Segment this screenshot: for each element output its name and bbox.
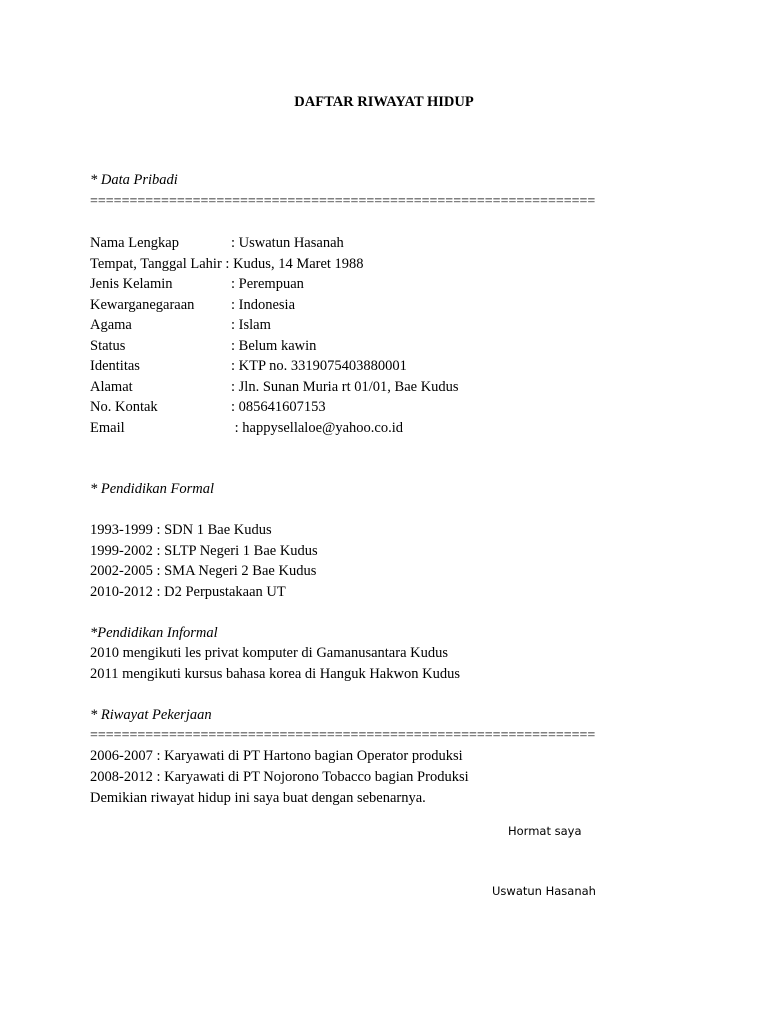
section-heading-data-pribadi: * Data Pribadi <box>90 172 178 188</box>
list-item: 2002-2005 : SMA Negeri 2 Bae Kudus <box>90 563 317 579</box>
divider-rule: ================================================================ <box>90 194 596 209</box>
field-label: Kewarganegaraan <box>90 297 195 313</box>
signature-greeting: Hormat saya <box>508 824 582 838</box>
field-value: : Belum kawin <box>231 338 317 354</box>
list-item: 1999-2002 : SLTP Negeri 1 Bae Kudus <box>90 543 318 559</box>
field-label: Alamat <box>90 379 133 395</box>
field-row <box>90 357 407 375</box>
field-value: : Islam <box>231 317 271 333</box>
section-heading-pendidikan-informal: *Pendidikan Informal <box>90 625 218 641</box>
list-item: 2010-2012 : D2 Perpustakaan UT <box>90 584 286 600</box>
field-value: : 085641607153 <box>231 399 326 415</box>
field-label: Nama Lengkap <box>90 235 179 251</box>
field-row <box>90 378 459 396</box>
field-value: : Perempuan <box>231 276 304 292</box>
field-value: : KTP no. 3319075403880001 <box>231 358 407 374</box>
field-label: Email <box>90 420 125 436</box>
field-value: : Jln. Sunan Muria rt 01/01, Bae Kudus <box>231 379 459 395</box>
field-row <box>90 255 364 273</box>
field-row <box>90 398 326 416</box>
list-item: 2006-2007 : Karyawati di PT Hartono bagian Operator produksi <box>90 748 463 764</box>
list-item: 2010 mengikuti les privat komputer di Gamanusantara Kudus <box>90 645 448 661</box>
field-row <box>90 316 271 334</box>
field-label: Jenis Kelamin <box>90 276 173 292</box>
field-row <box>90 234 344 252</box>
field-label: No. Kontak <box>90 399 158 415</box>
list-item: 2011 mengikuti kursus bahasa korea di Hanguk Hakwon Kudus <box>90 666 460 682</box>
field-label: Identitas <box>90 358 140 374</box>
field-value: : Kudus, 14 Maret 1988 <box>225 256 364 272</box>
divider-rule: ================================================================ <box>90 728 596 743</box>
field-row <box>90 337 316 355</box>
field-value: : happysellaloe@yahoo.co.id <box>231 420 404 436</box>
list-item: 1993-1999 : SDN 1 Bae Kudus <box>90 522 272 538</box>
section-heading-pendidikan-formal: * Pendidikan Formal <box>90 481 215 497</box>
document-title: DAFTAR RIWAYAT HIDUP <box>294 94 474 110</box>
list-item: 2008-2012 : Karyawati di PT Nojorono Tobacco bagian Produksi <box>90 769 469 785</box>
section-heading-riwayat-pekerjaan: * Riwayat Pekerjaan <box>90 707 212 723</box>
field-label: Agama <box>90 317 132 333</box>
field-row <box>90 275 304 293</box>
signature-name: Uswatun Hasanah <box>492 884 596 898</box>
field-value: : Indonesia <box>231 297 296 313</box>
field-label: Tempat, Tanggal Lahir <box>90 256 222 272</box>
field-row <box>90 419 403 437</box>
field-label: Status <box>90 338 126 354</box>
field-row <box>90 296 295 314</box>
closing-statement: Demikian riwayat hidup ini saya buat dengan sebenarnya. <box>90 790 426 806</box>
field-value: : Uswatun Hasanah <box>231 235 344 251</box>
